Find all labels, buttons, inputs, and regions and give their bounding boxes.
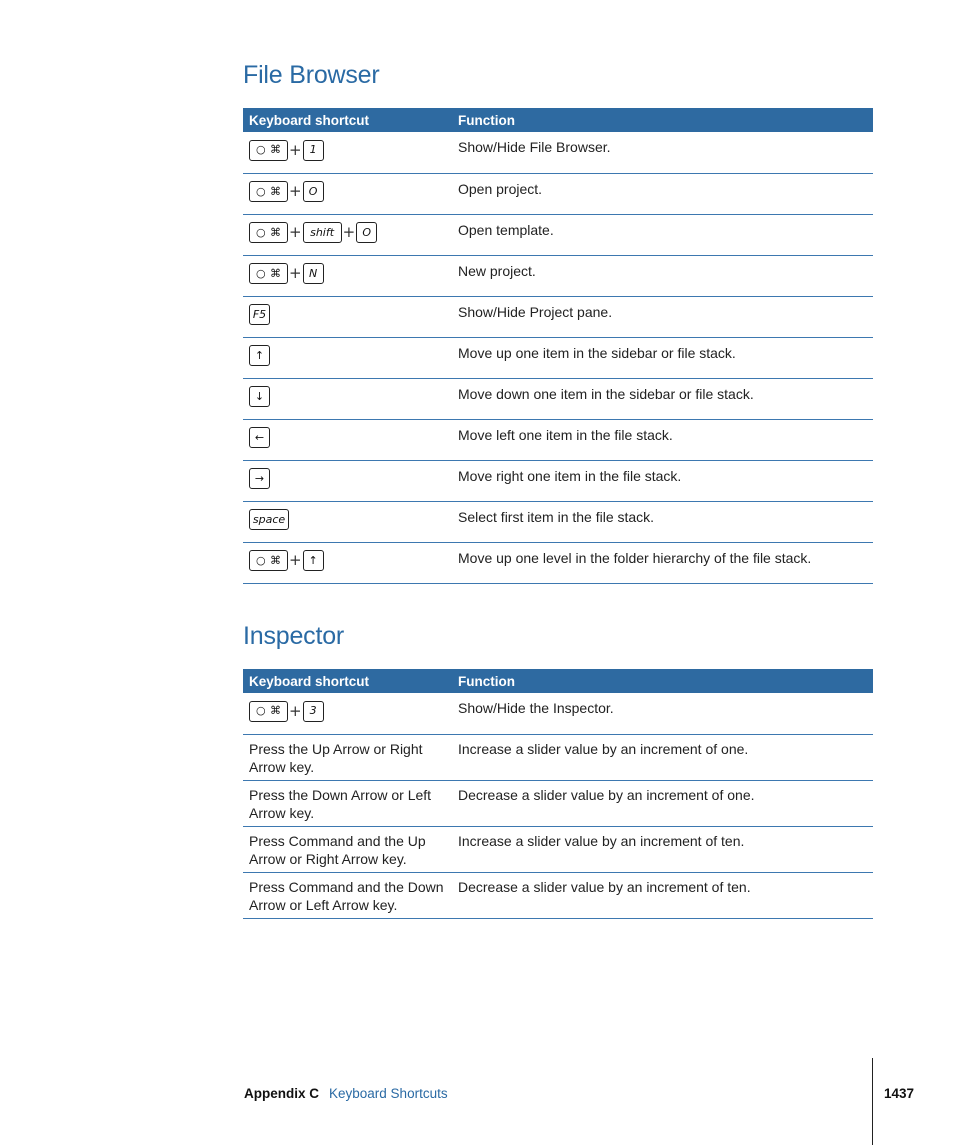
function-cell: Move left one item in the file stack.	[452, 419, 873, 460]
table-row	[243, 214, 873, 255]
table-row	[243, 255, 873, 296]
table-header-row	[243, 669, 873, 693]
table-row	[243, 826, 873, 872]
function-cell: Move up one item in the sidebar or file stack.	[452, 337, 873, 378]
key-combo	[249, 180, 446, 204]
key-combo	[249, 467, 446, 491]
table-row	[243, 296, 873, 337]
function-cell: Open project.	[452, 173, 873, 214]
table-row	[243, 872, 873, 918]
command-key-icon	[249, 263, 288, 284]
table-row	[243, 378, 873, 419]
shortcut-cell: Press the Up Arrow or Right Arrow key.	[243, 734, 452, 780]
command-icon: ⌘	[270, 225, 281, 239]
table-row	[243, 542, 873, 583]
shortcut-cell	[243, 501, 452, 542]
function-cell: Select first item in the file stack.	[452, 501, 873, 542]
file-browser-table	[243, 108, 873, 584]
key-combo	[249, 262, 446, 286]
apple-icon: ○	[256, 704, 266, 717]
shortcut-cell	[243, 296, 452, 337]
key-icon: 1	[303, 140, 324, 161]
key-combo	[249, 138, 446, 162]
shortcut-cell: Press Command and the Up Arrow or Right Arrow key.	[243, 826, 452, 872]
command-icon: ⌘	[270, 553, 281, 567]
key-icon: ←	[249, 427, 270, 448]
shortcut-cell	[243, 378, 452, 419]
function-cell: Increase a slider value by an increment of ten.	[452, 826, 873, 872]
key-icon: ↑	[303, 550, 324, 571]
command-icon: ⌘	[270, 143, 281, 156]
table-row	[243, 460, 873, 501]
table-row	[243, 693, 873, 734]
table-header-row	[243, 108, 873, 132]
shortcut-cell	[243, 255, 452, 296]
command-icon: ⌘	[270, 704, 281, 717]
key-combo	[249, 303, 446, 327]
shortcut-cell	[243, 542, 452, 583]
space-key-icon: space	[249, 509, 289, 530]
command-key-icon	[249, 181, 288, 202]
key-combo	[249, 385, 446, 409]
key-combo	[249, 508, 446, 532]
plus-icon: +	[289, 140, 302, 159]
function-cell: Move right one item in the file stack.	[452, 460, 873, 501]
key-icon: 3	[303, 701, 324, 722]
key-icon: N	[303, 263, 324, 284]
key-combo	[249, 699, 446, 723]
function-cell: New project.	[452, 255, 873, 296]
function-cell: Show/Hide Project pane.	[452, 296, 873, 337]
table-row	[243, 173, 873, 214]
apple-icon: ○	[256, 225, 266, 239]
header-keyboard-shortcut: Keyboard shortcut	[243, 108, 452, 132]
shortcut-cell: Press Command and the Down Arrow or Left Arrow key.	[243, 872, 452, 918]
function-cell: Move down one item in the sidebar or file stack.	[452, 378, 873, 419]
plus-icon: +	[342, 223, 356, 241]
shortcut-cell	[243, 419, 452, 460]
key-combo	[249, 344, 446, 368]
key-combo	[249, 549, 446, 573]
shortcut-cell	[243, 132, 452, 173]
key-icon: O	[303, 181, 324, 202]
function-cell: Increase a slider value by an increment of one.	[452, 734, 873, 780]
key-icon: O	[356, 222, 377, 243]
page-number: 1437	[884, 1086, 915, 1101]
footer-appendix: Appendix C	[244, 1086, 320, 1101]
header-function: Function	[452, 108, 873, 132]
key-icon: F5	[249, 304, 270, 325]
table-row	[243, 501, 873, 542]
table-row	[243, 734, 873, 780]
command-key-icon	[249, 222, 288, 243]
command-key-icon	[249, 701, 288, 722]
shortcut-cell: Press the Down Arrow or Left Arrow key.	[243, 780, 452, 826]
apple-icon: ○	[256, 143, 266, 156]
key-combo	[249, 221, 446, 245]
apple-icon: ○	[256, 553, 266, 567]
apple-icon: ○	[256, 184, 266, 198]
shortcut-cell	[243, 693, 452, 734]
plus-icon: +	[289, 701, 302, 720]
shortcut-cell	[243, 337, 452, 378]
command-key-icon	[249, 140, 288, 161]
header-keyboard-shortcut: Keyboard shortcut	[243, 669, 452, 693]
shift-key-icon: shift	[303, 222, 342, 243]
table-row	[243, 132, 873, 173]
command-icon: ⌘	[270, 184, 281, 198]
apple-icon: ○	[256, 266, 266, 280]
function-cell: Open template.	[452, 214, 873, 255]
footer-divider	[872, 1058, 873, 1145]
shortcut-cell	[243, 214, 452, 255]
table-row	[243, 337, 873, 378]
footer-breadcrumb	[244, 1086, 448, 1101]
plus-icon: +	[289, 551, 302, 569]
function-cell: Show/Hide the Inspector.	[452, 693, 873, 734]
shortcut-cell	[243, 460, 452, 501]
key-icon: ↑	[249, 345, 270, 366]
section-title-file-browser: File Browser	[243, 61, 380, 89]
footer-section-link[interactable]: Keyboard Shortcuts	[329, 1086, 448, 1101]
section-title-inspector: Inspector	[243, 622, 345, 650]
command-icon: ⌘	[270, 266, 281, 280]
function-cell: Move up one level in the folder hierarchy of the file stack.	[452, 542, 873, 583]
key-icon: →	[249, 468, 270, 489]
function-cell: Decrease a slider value by an increment of ten.	[452, 872, 873, 918]
function-cell: Show/Hide File Browser.	[452, 132, 873, 173]
function-cell: Decrease a slider value by an increment of one.	[452, 780, 873, 826]
header-function: Function	[452, 669, 873, 693]
plus-icon: +	[289, 182, 302, 200]
plus-icon: +	[289, 264, 302, 282]
inspector-table	[243, 669, 873, 919]
table-row	[243, 419, 873, 460]
plus-icon: +	[289, 223, 302, 241]
command-key-icon	[249, 550, 288, 571]
shortcut-cell	[243, 173, 452, 214]
key-icon: ↓	[249, 386, 270, 407]
table-row	[243, 780, 873, 826]
key-combo	[249, 426, 446, 450]
